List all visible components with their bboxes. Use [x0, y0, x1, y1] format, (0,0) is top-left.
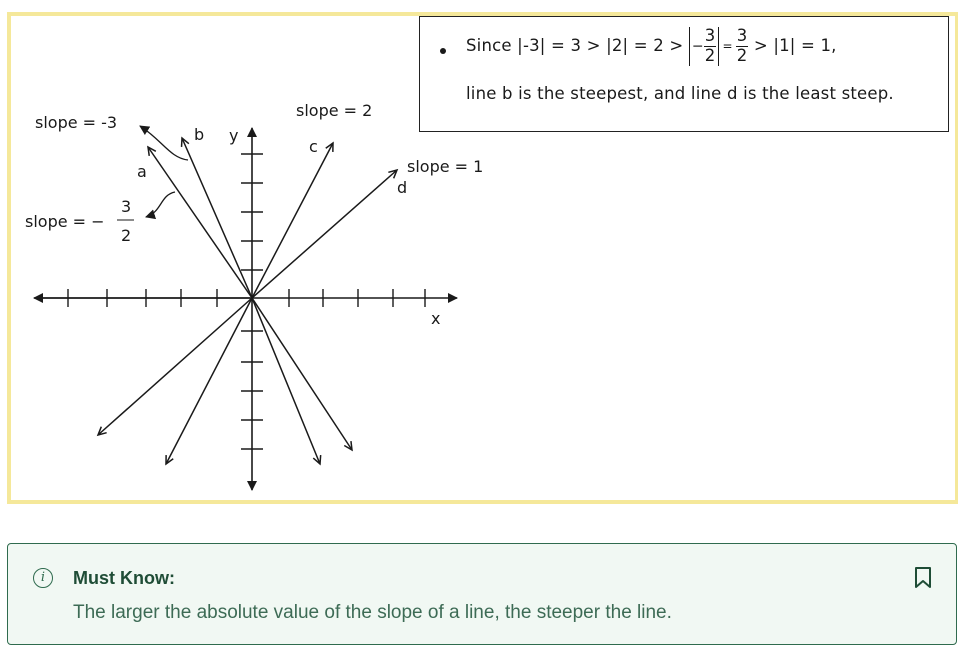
pointer-neg-frac [146, 192, 175, 217]
slope-label-neg-frac-den: 2 [121, 226, 132, 245]
line-a-lower [252, 298, 352, 450]
must-know-text: The larger the absolute value of the slope of a line, the steeper the line. [73, 602, 672, 623]
bullet-icon [440, 48, 446, 54]
must-know-callout [7, 543, 957, 645]
line-d [252, 170, 397, 298]
slope-label-neg-frac-num: 3 [121, 197, 132, 216]
abs-frac-sign: − [691, 38, 704, 55]
line-b-label: b [194, 125, 205, 144]
pointer-steep-neg [140, 126, 188, 160]
abs-frac-num: 3 [704, 26, 716, 45]
note-line-2: line b is the steepest, and line d is the least steep. [466, 84, 894, 103]
line-b [182, 138, 252, 298]
line-a [148, 147, 252, 298]
line-b-lower [252, 298, 320, 464]
frac-num: 3 [736, 26, 748, 45]
info-icon: i [33, 568, 53, 588]
note-equals: = [722, 39, 733, 54]
pos-frac [736, 27, 749, 66]
slope-label-pos-two: slope = 2 [296, 101, 373, 120]
line-c [252, 143, 333, 298]
bookmark-icon[interactable] [913, 566, 935, 590]
slope-label-pos-one: slope = 1 [407, 157, 484, 176]
line-c-label: c [309, 137, 318, 156]
abs-fraction [689, 27, 720, 66]
axis-y-label: y [229, 126, 239, 145]
line-a-label: a [137, 162, 147, 181]
axis-x-label: x [431, 309, 441, 328]
abs-frac [704, 27, 717, 66]
abs-frac-den: 2 [704, 45, 716, 65]
note-line-1 [466, 27, 837, 66]
explanation-note [419, 16, 949, 132]
frac-den: 2 [736, 45, 748, 65]
line-d-label: d [397, 178, 408, 197]
slope-lines [98, 138, 397, 464]
note-part1: Since |-3| = 3 > |2| = 2 > [466, 35, 689, 55]
line-d-lower [98, 298, 252, 435]
must-know-title: Must Know: [73, 568, 175, 588]
slope-label-neg-frac-prefix: slope = − [25, 212, 105, 231]
slope-label-steep-neg: slope = -3 [35, 113, 118, 132]
line-c-lower [166, 298, 252, 464]
note-part2: > |1| = 1, [748, 35, 837, 55]
